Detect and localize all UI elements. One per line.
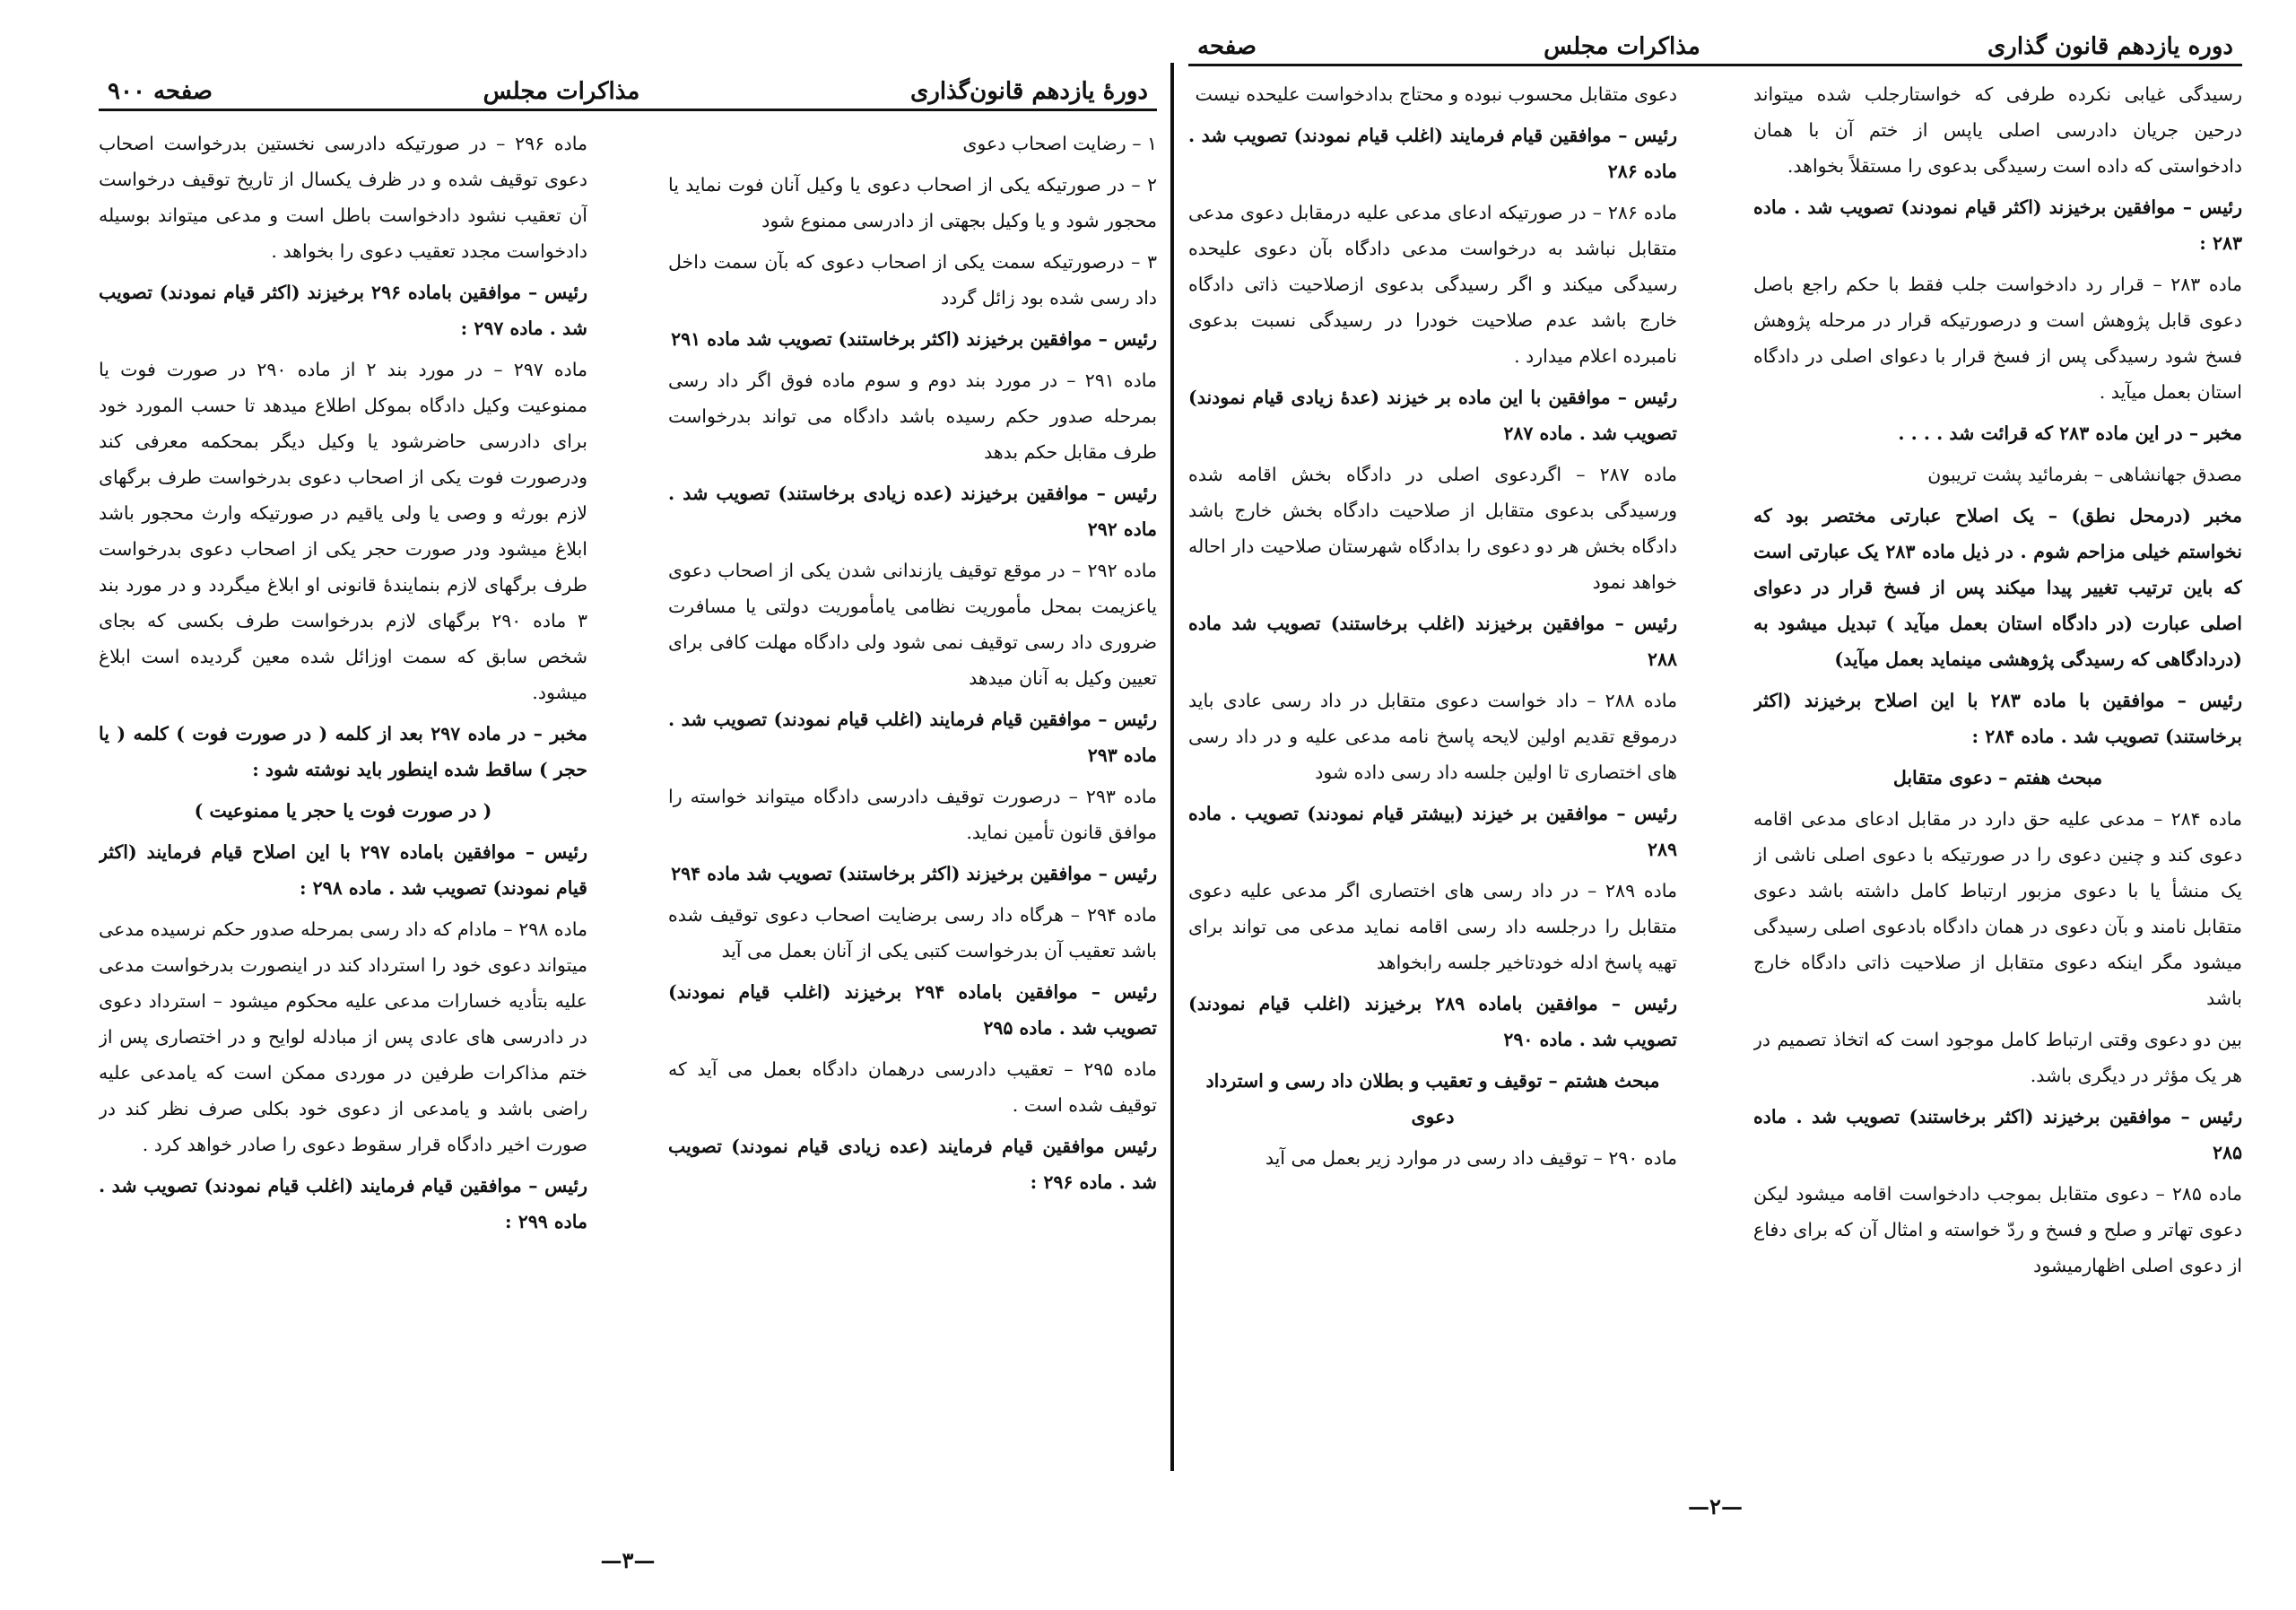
speaker-paragraph: رئیس – موافقین باماده ۲۹۶ برخیزند (اکثر قیام نمودند) تصویب شد . ماده ۲۹۷ : — [99, 282, 587, 339]
speaker-paragraph: رئیس – موافقین برخیزند (اغلب برخاستند) تصویب شد ماده ۲۸۸ — [1188, 613, 1677, 670]
speaker-paragraph: رئیس – موافقین باماده ۲۹۷ با این اصلاح قیام فرمایند (اکثر قیام نمودند) تصویب شد . ماده ۲۹۸ : — [99, 841, 587, 899]
speaker-paragraph: رئیس – موافقین قیام فرمایند (اغلب قیام نمودند) تصویب شد . ماده ۲۹۳ — [668, 709, 1157, 766]
article-paragraph: ماده ۲۹۵ – تعقیب دادرسی درهمان دادگاه بعمل می آید که توقیف شده است . — [668, 1058, 1157, 1116]
section-heading: ( در صورت فوت یا حجر یا ممنوعیت ) — [194, 800, 492, 822]
article-paragraph: ماده ۲۹۳ – درصورت توقیف دادرسی دادگاه میتواند خواسته را موافق قانون تأمین نماید. — [668, 786, 1157, 843]
article-paragraph: دعوی متقابل محسوب نبوده و محتاج بدادخواست علیحده نیست — [1195, 83, 1677, 105]
speaker-paragraph: رئیس – موافقین بر خیزند (بیشتر قیام نمودند) تصویب . ماده ۲۸۹ — [1188, 803, 1677, 860]
article-paragraph: ماده ۲۸۶ – در صورتیکه ادعای مدعی علیه درمقابل دعوی مدعی متقابل نباشد به درخواست مدعی دادگاه بآن دعوی علیحده رسیدگی میکند و اگر رسیدگی بدعوی ازصلاحیت ذاتی دادگاه خارج باشد عدم صلاحیت خودرا در رسیدگی نسبت بدعوی نامبرده اعلام میدارد . — [1188, 202, 1677, 367]
section-heading: مبحث هشتم – توقیف و تعقیب و بطلان داد رسی و استرداد دعوی — [1205, 1070, 1660, 1127]
speaker-paragraph: مخبر – در ماده ۲۹۷ بعد از کلمه ( در صورت فوت ) کلمه ( یا حجر ) ساقط شده اینطور باید نوشته شود : — [99, 723, 587, 780]
article-paragraph: ماده ۲۸۳ – قرار رد دادخواست جلب فقط با حکم راجع باصل دعوی قابل پژوهش است و درصورتیکه قرار در مرحله پژوهش فسخ شود رسیدگی پس از فسخ قرار با دعوای اصلی در دادگاه استان بعمل میآید . — [1753, 274, 2242, 403]
speaker-paragraph: رئیس – موافقین باماده ۲۹۴ برخیزند (اغلب قیام نمودند) تصویب شد . ماده ۲۹۵ — [668, 981, 1157, 1039]
speaker-paragraph: رئیس – موافقین با ماده ۲۸۳ با این اصلاح برخیزند (اکثر برخاستند) تصویب شد . ماده ۲۸۴ : — [1753, 690, 2242, 747]
right-page-header — [1188, 25, 2242, 66]
left-page-column-right — [668, 126, 1157, 1520]
article-paragraph: ماده ۲۹۸ – مادام که داد رسی بمرحله صدور حکم نرسیده مدعی میتواند دعوی خود را استرداد کند در اینصورت بدرخواست مدعی علیه بتأدیه خسارات مدعی علیه محکوم میشود – استرداد دعوی در دادرسی های عادی پس از مبادله لوایح و در اختصاری پس از ختم مذاکرات طرفین در موردی ممکن است که یامدعی علیه راضی باشد و یامدعی از دعوی خود بکلی صرف نظر کند در صورت اخیر دادگاه قرار سقوط دعوی را صادر خواهد کرد . — [99, 918, 587, 1155]
speaker-paragraph: رئیس – موافقین برخیزند (اکثر برخاستند) تصویب شد ماده ۲۹۴ — [671, 863, 1157, 884]
article-paragraph: ماده ۲۸۵ – دعوی متقابل بموجب دادخواست اقامه میشود لیکن دعوی تهاتر و صلح و فسخ و ردّ خواسته و امثال آن که برای دفاع از دعوی اصلی اظهارمیشود — [1753, 1183, 2242, 1276]
speaker-paragraph: رئیس – موافقین با این ماده بر خیزند (عدهٔ زیادی قیام نمودند) تصویب شد . ماده ۲۸۷ — [1188, 387, 1677, 444]
speaker-paragraph: مخبر (درمحل نطق) – یک اصلاح عبارتی مختصر بود که نخواستم خیلی مزاحم شوم . در ذیل ماده ۲۸۳ یک عبارتی است که باین ترتیب تغییر پیدا میکند پس از فسخ قرار در دعوای اصلی عبارت (در دادگاه استان بعمل میآید ) تبدیل میشود به (دردادگاهی که رسیدگی پژوهشی مینماید بعمل میآید) — [1753, 505, 2242, 670]
speaker-paragraph: رئیس موافقین قیام فرمایند (عده زیادی قیام نمودند) تصویب شد . ماده ۲۹۶ : — [668, 1136, 1157, 1193]
right-page-column-left — [1188, 76, 1677, 1475]
article-paragraph: ماده ۲۹۷ – در مورد بند ۲ از ماده ۲۹۰ در صورت فوت یا ممنوعیت وکیل دادگاه بموکل اطلاع میدهد تا حسب المورد خود برای دادرسی حاضرشود یا وکیل دیگر بمحکمه معرفی کند ودرصورت فوت یکی از اصحاب دعوی بدرخواست طرف برگهای لازم بورثه و وصی یا ولی یاقیم در صورتیکه وارث محجور باشد ابلاغ میشود ودر صورت حجر یکی از اصحاب دعوی بدرخواست طرف برگهای لازم بنمایندهٔ قانونی او ابلاغ میگردد و در مورد بند ۳ ماده ۲۹۰ برگهای لازم بدرخواست طرف بکسی که بجای شخص سابق که سمت اوزائل شده معین گردیده است ابلاغ میشود. — [99, 359, 587, 703]
left-page — [99, 0, 1157, 1610]
article-paragraph: ۲ – در صورتیکه یکی از اصحاب دعوی یا وکیل آنان فوت نماید یا محجور شود و یا وکیل بجهتی از دادرسی ممنوع شود — [668, 174, 1157, 231]
article-paragraph: ۱ – رضایت اصحاب دعوی — [962, 133, 1157, 154]
article-paragraph: ۳ – درصورتیکه سمت یکی از اصحاب دعوی که بآن سمت داخل داد رسی شده بود زائل گردد — [668, 251, 1157, 309]
speaker-paragraph: رئیس – موافقین قیام فرمایند (اغلب قیام نمودند) تصویب شد . ماده ۲۸۶ — [1188, 125, 1677, 182]
left-header-title: مذاکرات مجلس — [483, 78, 640, 105]
article-paragraph: ماده ۲۹۰ – توقیف داد رسی در موارد زیر بعمل می آید — [1265, 1147, 1677, 1169]
speaker-paragraph: رئیس – موافقین باماده ۲۸۹ برخیزند (اغلب قیام نمودند) تصویب شد . ماده ۲۹۰ — [1188, 993, 1677, 1050]
right-header-title: مذاکرات مجلس — [1544, 33, 1700, 60]
page-divider — [1170, 63, 1174, 1471]
article-paragraph: ماده ۲۸۸ – داد خواست دعوی متقابل در داد رسی عادی باید درموقع تقدیم اولین لایحه پاسخ نامه مدعی علیه و در داد رسی های اختصاری تا اولین جلسه داد رسی داده شود — [1188, 690, 1677, 783]
right-page-column-right — [1753, 76, 2242, 1475]
section-heading: مبحث هفتم – دعوی متقابل — [1892, 767, 2103, 788]
right-header-page-label: صفحه — [1197, 33, 1257, 60]
article-paragraph: ماده ۲۸۹ – در داد رسی های اختصاری اگر مدعی علیه دعوی متقابل را درجلسه داد رسی اقامه نماید مدعی می تواند برای تهیه پاسخ ادله خودتاخیر جلسه رابخواهد — [1188, 880, 1677, 973]
speaker-paragraph: رئیس – موافقین برخیزند (عده زیادی برخاستند) تصویب شد . ماده ۲۹۲ — [668, 483, 1157, 540]
left-page-column-left — [99, 126, 587, 1520]
article-paragraph: ماده ۲۹۲ – در موقع توقیف یازندانی شدن یکی از اصحاب دعوی یاعزیمت بمحل مأموریت نظامی یامأموریت دولتی یا مسافرت ضروری داد رسی توقیف نمی شود ولی دادگاه مهلت کافی برای تعیین وکیل به آنان میدهد — [668, 560, 1157, 689]
right-header-term: دوره یازدهم قانون گذاری — [1987, 33, 2233, 60]
speaker-paragraph: رئیس – موافقین برخیزند (اکثر قیام نمودند) تصویب شد . ماده ۲۸۳ : — [1753, 196, 2242, 254]
speaker-paragraph: مخبر – در این ماده ۲۸۳ که قرائت شد . . . . — [1898, 422, 2242, 444]
article-paragraph: بین دو دعوی وقتی ارتباط کامل موجود است که اتخاذ تصمیم در هر یک مؤثر در دیگری باشد. — [1753, 1029, 2242, 1086]
speaker-paragraph: رئیس – موافقین برخیزند (اکثر برخاستند) تصویب شد ماده ۲۹۱ — [671, 328, 1157, 350]
article-paragraph: رسیدگی غیابی نکرده طرفی که خواستارجلب شده میتواند درحین جریان دادرسی اصلی یاپس از ختم آن با همان دادخواستی که داده است رسیدگی بدعوی را مستقلاً بخواهد. — [1753, 83, 2242, 177]
speaker-paragraph: رئیس – موافقین برخیزند (اکثر برخاستند) تصویب شد . ماده ۲۸۵ — [1753, 1106, 2242, 1163]
left-page-footer-number: —۳— — [600, 1547, 656, 1573]
right-page-footer-number: —۲— — [1688, 1493, 1743, 1519]
speaker-paragraph: رئیس – موافقین قیام فرمایند (اغلب قیام نمودند) تصویب شد . ماده ۲۹۹ : — [99, 1175, 587, 1232]
article-paragraph: ماده ۲۸۷ – اگردعوی اصلی در دادگاه بخش اقامه شده ورسیدگی بدعوی متقابل از صلاحیت دادگاه بخش خارج باشد دادگاه بخش هر دو دعوی را بدادگاه شهرستان صلاحیت دار احاله خواهد نمود — [1188, 464, 1677, 593]
left-header-term: دورهٔ یازدهم قانون‌گذاری — [910, 78, 1148, 105]
right-page — [1188, 0, 2242, 1610]
article-paragraph: ماده ۲۹۴ – هرگاه داد رسی برضایت اصحاب دعوی توقیف شده باشد تعقیب آن بدرخواست کتبی یکی از آنان بعمل می آید — [668, 904, 1157, 962]
article-paragraph: ماده ۲۸۴ – مدعی علیه حق دارد در مقابل ادعای مدعی اقامه دعوی کند و چنین دعوی را در صورتیکه با دعوی اصلی ناشی از یک منشأ یا با دعوی مزبور ارتباط کامل داشته باشد دعوی متقابل نامند و بآن دعوی در همان دادگاه بادعوی اصلی رسیدگی میشود مگر اینکه دعوی متقابل از صلاحیت ذاتی دادگاه خارج باشد — [1753, 808, 2242, 1009]
article-paragraph: مصدق جهانشاهی – بفرمائید پشت تریبون — [1927, 464, 2242, 485]
article-paragraph: ماده ۲۹۱ – در مورد بند دوم و سوم ماده فوق اگر داد رسی بمرحله صدور حکم رسیده باشد دادگاه می تواند بدرخواست طرف مقابل حکم بدهد — [668, 370, 1157, 463]
article-paragraph: ماده ۲۹۶ – در صورتیکه دادرسی نخستین بدرخواست اصحاب دعوی توقیف شده و در ظرف یکسال از تاریخ توقیف درخواست آن تعقیب نشود دادخواست باطل است و مدعی میتواند بوسیله دادخواست مجدد تعقیب دعوی را بخواهد . — [99, 133, 587, 262]
left-page-header — [99, 70, 1157, 111]
left-header-page-number: صفحه ۹۰۰ — [108, 78, 213, 105]
